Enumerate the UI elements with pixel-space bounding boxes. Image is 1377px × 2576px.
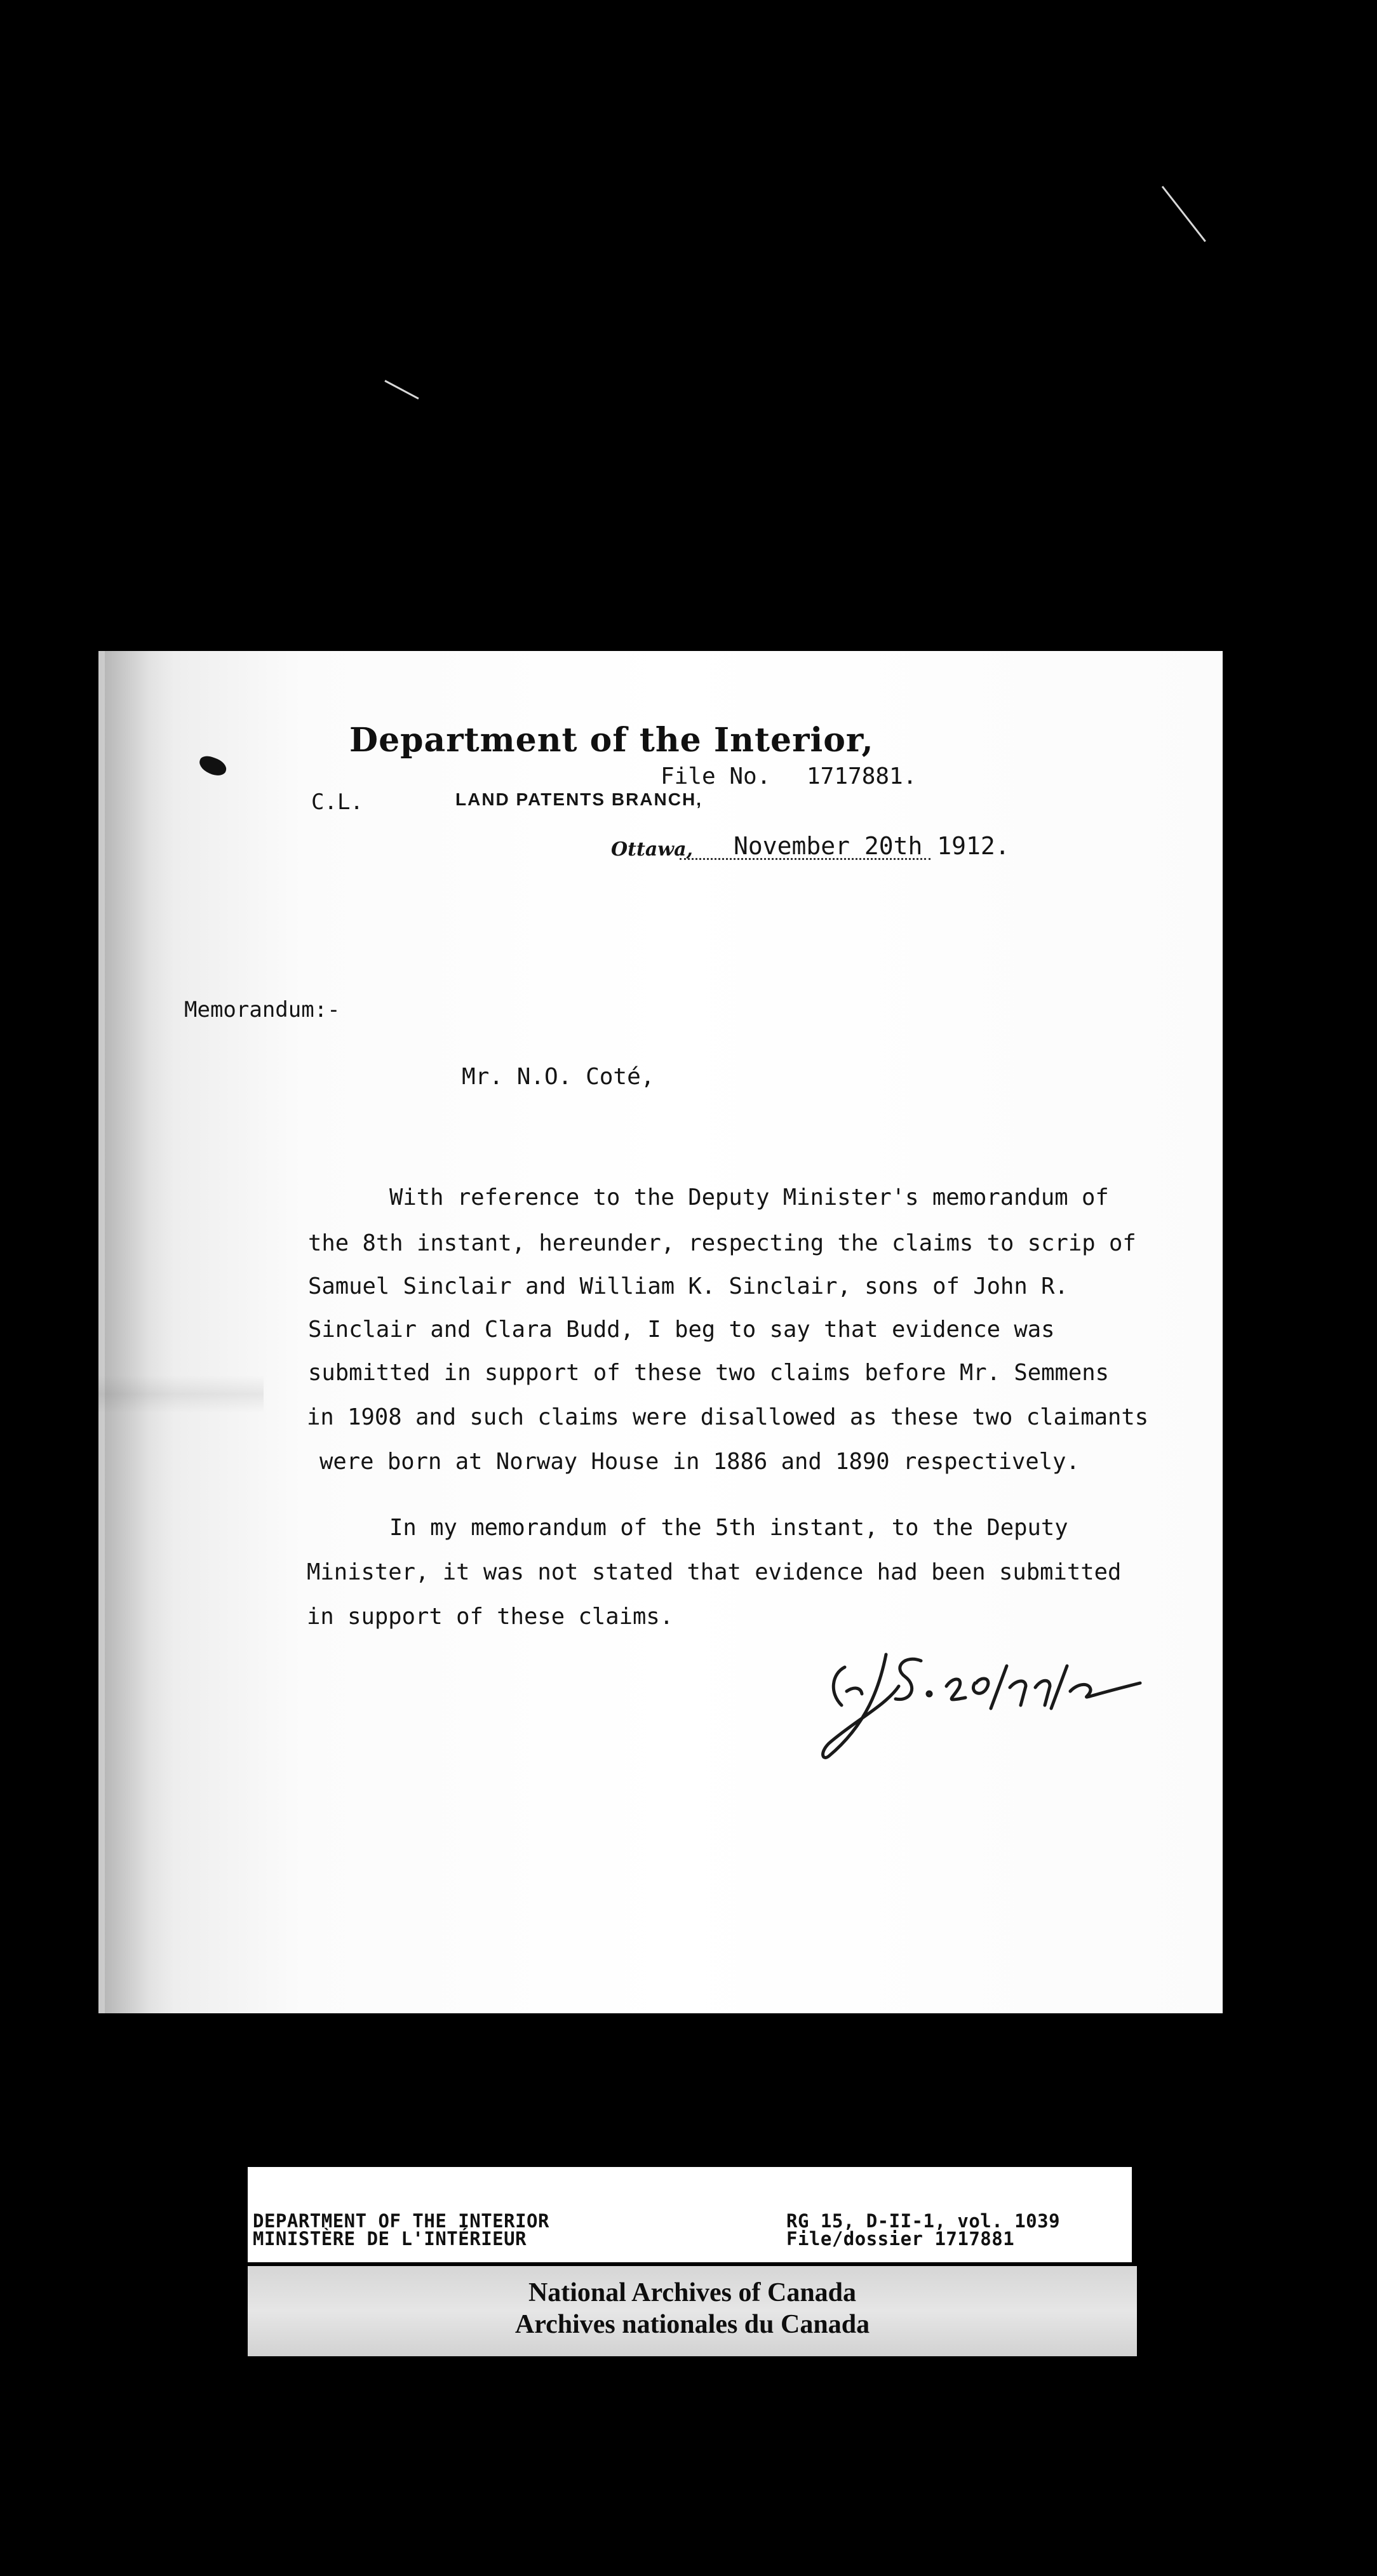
addressee: Mr. N.O. Coté, xyxy=(462,1064,655,1090)
reference-department-fr: MINISTÈRE DE L'INTÉRIEUR xyxy=(253,2228,527,2250)
clerk-initials: C.L. xyxy=(311,789,363,815)
reference-record-group: RG 15, D-II-1, vol. 1039 xyxy=(786,2210,1061,2232)
memo-page xyxy=(98,651,1223,2013)
archive-reference-card xyxy=(248,2167,1132,2262)
body-line: in support of these claims. xyxy=(307,1604,674,1630)
memorandum-label: Memorandum:- xyxy=(184,997,340,1023)
file-number-value: 1717881. xyxy=(807,763,917,789)
body-line: in 1908 and such claims were disallowed as these two claimants xyxy=(307,1404,1149,1430)
handwritten-signature xyxy=(816,1616,1146,1769)
file-number-label: File No. xyxy=(661,763,771,789)
body-line: Minister, it was not stated that evidence had been submitted xyxy=(307,1559,1122,1585)
page-edge-shadow xyxy=(105,651,149,2013)
branch-name: LAND PATENTS BRANCH, xyxy=(455,789,702,809)
page-crease xyxy=(98,1375,264,1413)
body-line: In my memorandum of the 5th instant, to the Deputy xyxy=(389,1515,1068,1541)
archives-name-en: National Archives of Canada xyxy=(528,2278,857,2307)
body-line: Samuel Sinclair and William K. Sinclair, sons of John R. xyxy=(308,1273,1068,1299)
film-scratch xyxy=(1162,186,1206,243)
memo-date: November 20th 1912. xyxy=(734,832,1010,860)
reference-file-number: File/dossier 1717881 xyxy=(786,2228,1015,2250)
film-scratch xyxy=(384,380,419,399)
body-line: With reference to the Deputy Minister's memorandum of xyxy=(389,1184,1109,1211)
body-line: submitted in support of these two claims before Mr. Semmens xyxy=(308,1360,1109,1386)
place-label: Ottawa, xyxy=(611,838,693,861)
body-line: were born at Norway House in 1886 and 1890 respectively. xyxy=(319,1449,1080,1475)
body-line: Sinclair and Clara Budd, I beg to say that evidence was xyxy=(308,1317,1055,1343)
archives-name-fr: Archives nationales du Canada xyxy=(514,2310,870,2339)
reference-department-en: DEPARTMENT OF THE INTERIOR xyxy=(253,2210,549,2232)
archives-label-band xyxy=(248,2266,1137,2356)
department-title: Department of the Interior, xyxy=(349,721,874,760)
body-line: the 8th instant, hereunder, respecting the claims to scrip of xyxy=(308,1230,1136,1256)
ink-blot xyxy=(197,754,229,778)
